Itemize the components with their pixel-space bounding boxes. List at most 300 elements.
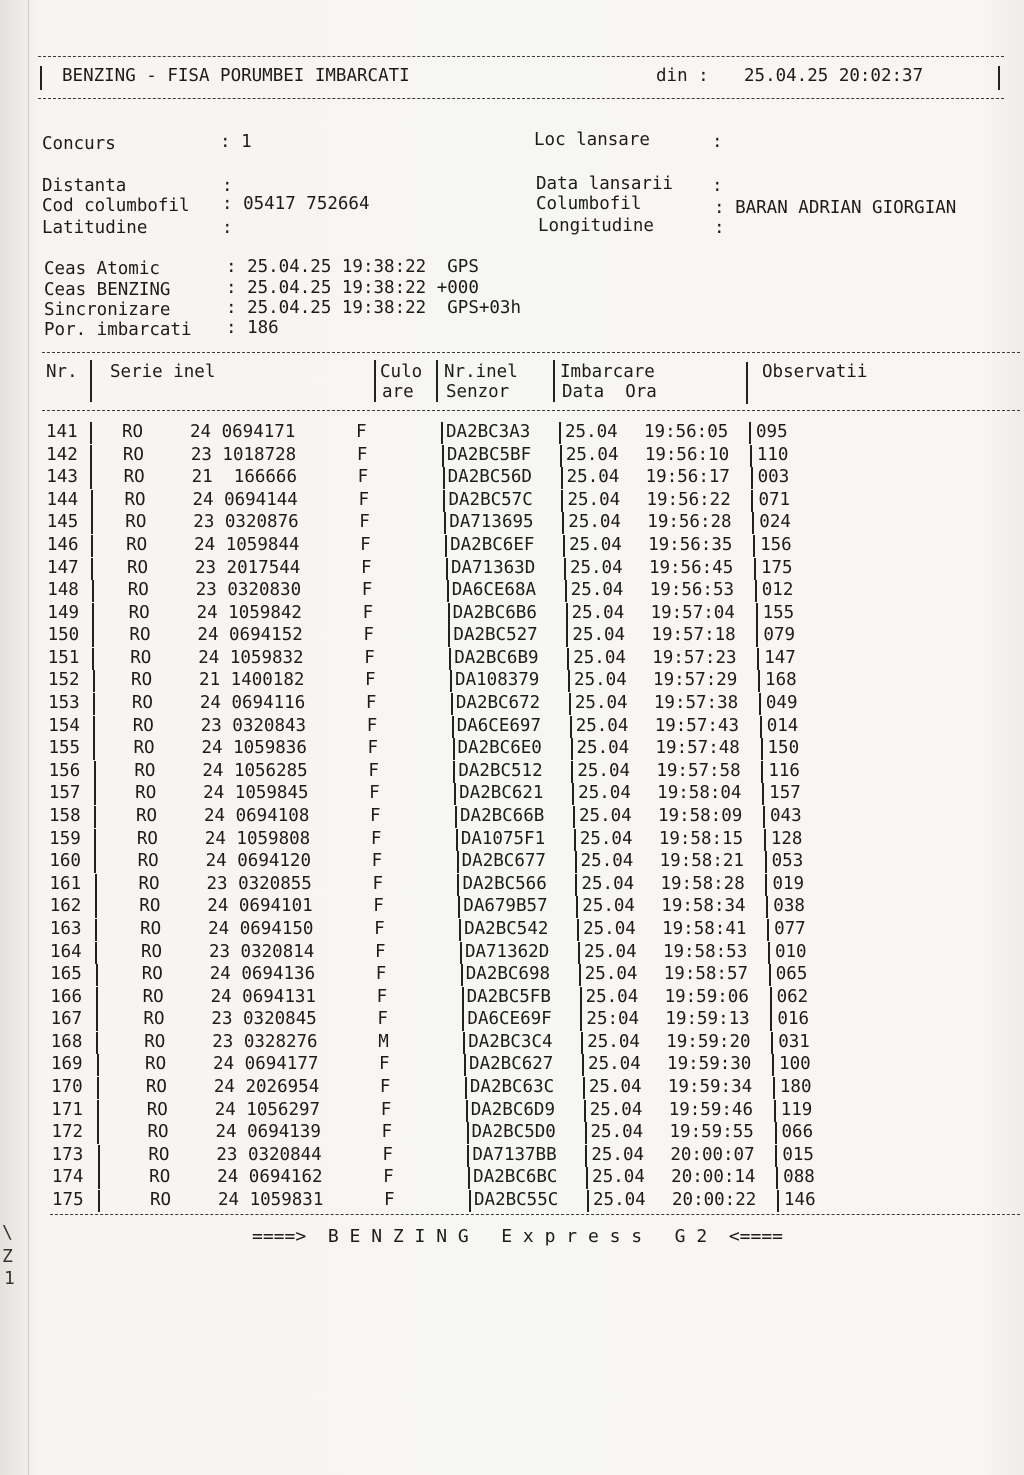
cell-obs: 010 [774,941,807,962]
row-sep-obs [757,648,759,670]
row-sep-obs [768,942,770,964]
cell-obs: 119 [780,1099,813,1120]
cell-sensor: DA2BC5D0 [471,1122,556,1143]
cell-obs: 016 [777,1009,810,1030]
cell-nr: 150 [47,625,80,646]
row-sep-obs [753,535,755,557]
row-sep-sensor [465,1077,467,1099]
cell-color: F [369,783,380,804]
cell-sensor: DA2BC621 [459,783,544,804]
row-sep-sensor [449,648,451,670]
cell-obs: 043 [770,806,802,826]
cell-color: F [370,828,382,849]
row-sep-obs [756,625,758,647]
cell-nr: 157 [48,783,81,804]
row-sep-sensor [462,987,464,1009]
cell-color: F [359,512,370,533]
cell-color: F [367,738,379,759]
cell-color: F [373,896,384,917]
cell-time: 19:56:17 [645,467,730,488]
cell-time: 19:58:21 [659,851,744,872]
cell-sensor: DA2BC698 [465,964,551,985]
table-row [0,1124,1024,1146]
cell-nr: 141 [46,422,78,442]
row-sep-obs [751,467,753,489]
cell-ring-country: RO [132,715,154,736]
col-header-nr: Nr. [46,362,78,382]
cell-time: 20:00:14 [671,1167,756,1188]
cell-nr: 148 [47,580,79,601]
row-sep-sensor [455,806,457,828]
table-top-rule [42,352,1020,353]
cell-time: 19:58:04 [657,783,742,804]
cell-obs: 157 [769,783,801,804]
cell-time: 19:56:05 [644,422,729,442]
row-sep-sensor [466,1100,468,1122]
cell-obs: 155 [762,602,795,623]
row-sep-date [566,625,568,647]
table-row [0,424,1024,446]
por-imbarcati-label: Por. imbarcati [44,320,192,340]
row-sep-date [581,1032,583,1054]
cell-sensor: DA71363D [450,557,536,578]
cell-color: F [375,964,387,985]
cell-nr: 146 [46,534,79,555]
row-sep-nr [97,1100,99,1122]
cell-ring-series: 24 0694139 [215,1122,321,1143]
cell-ring-series: 23 0320814 [208,941,315,962]
row-sep-date [572,783,574,805]
cell-ring-series: 24 1059832 [198,647,304,668]
cell-obs: 088 [783,1167,815,1188]
table-row [0,898,1024,920]
row-sep-obs [777,1190,779,1212]
cell-time: 19:57:48 [655,738,740,759]
col-header-nrinel-1: Nr.inel [444,362,518,382]
cell-nr: 168 [50,1031,83,1052]
cell-color: F [379,1054,390,1075]
row-sep-sensor [453,738,455,760]
row-sep-obs [752,512,754,534]
table-row [0,647,1024,672]
row-sep-date [564,558,566,580]
cell-time: 19:56:28 [647,512,732,533]
report-title: BENZING - FISA PORUMBEI IMBARCATI [62,66,410,86]
row-sep-obs [765,874,767,896]
cell-ring-series: 24 1059836 [201,738,307,759]
cell-date: 25.04 [591,1144,645,1165]
cell-color: F [376,986,388,1007]
loc-lansare-label: Loc lansare [534,130,650,150]
cell-ring-country: RO [129,625,151,646]
row-sep-obs [769,964,771,986]
cell-nr: 142 [46,444,78,465]
cell-obs: 100 [779,1054,811,1075]
cell-ring-country: RO [127,580,149,601]
cell-date: 25.04 [565,422,618,442]
row-sep-nr [92,580,94,602]
cell-date: 25:04 [586,1009,640,1030]
row-sep-date [580,987,582,1009]
table-row [0,740,1024,762]
row-sep-sensor [445,535,447,557]
row-sep-date [577,919,579,941]
cell-time: 19:58:57 [663,964,749,985]
row-sep-date [585,1122,587,1144]
header-top-rule [38,56,1004,57]
cell-color: F [356,444,368,465]
cell-color: F [374,918,385,939]
row-sep-nr [91,512,93,534]
cell-ring-country: RO [125,512,147,533]
cell-time: 19:57:43 [654,715,739,736]
cell-nr: 165 [50,964,82,985]
cell-sensor: DA1075F1 [460,828,546,849]
cell-time: 19:56:53 [649,580,735,601]
row-sep-sensor [469,1190,471,1212]
cell-date: 25.04 [574,693,628,714]
cell-color: F [371,851,383,872]
row-sep-sensor [468,1167,470,1189]
row-sep-nr [93,738,95,760]
cell-nr: 169 [50,1054,83,1075]
cell-date: 25.04 [576,738,630,759]
row-sep-date [559,422,561,444]
cell-ring-series: 23 0320844 [216,1144,322,1165]
table-row [0,602,1024,627]
cell-ring-country: RO [141,964,163,985]
cell-date: 25.04 [569,534,622,555]
cell-ring-country: RO [145,1054,167,1075]
latitudine-label: Latitudine [42,218,148,238]
row-sep-date [576,896,578,918]
cell-nr: 158 [49,806,81,826]
cell-nr: 174 [51,1167,84,1188]
cell-ring-country: RO [122,444,144,465]
cell-sensor: DA2BC6EF [450,534,535,555]
cell-sensor: DA2BC66B [460,806,545,826]
concurs-value: : 1 [220,132,252,152]
row-sep-date [574,829,576,851]
cell-sensor: DA2BC3A3 [446,422,531,442]
row-sep-nr [95,896,97,918]
cell-ring-country: RO [137,851,159,872]
cell-ring-series: 24 1059845 [203,783,309,804]
cell-date: 25.04 [574,670,627,691]
cell-nr: 145 [46,512,79,533]
row-sep-date [567,648,569,670]
row-sep-obs [751,490,753,512]
row-sep-date [580,1009,582,1031]
row-sep-sensor [444,512,446,534]
cell-sensor: DA2BC6BC [473,1167,558,1188]
cell-time: 19:59:46 [668,1099,753,1120]
col-sep-imbarcare [746,362,748,404]
row-sep-sensor [448,625,450,647]
row-sep-obs [761,738,763,760]
cell-nr: 167 [50,1009,83,1030]
row-sep-sensor [461,964,463,986]
row-sep-date [566,603,568,625]
cell-sensor: DA6CE69F [467,1009,552,1030]
cell-obs: 156 [760,534,792,555]
cell-ring-country: RO [136,806,158,826]
cell-ring-country: RO [124,489,146,510]
cell-ring-series: 24 0694136 [209,964,316,985]
row-sep-obs [770,987,772,1009]
distanta-label: Distanta [42,176,127,196]
cell-obs: 024 [759,512,791,533]
latitudine-value: : [222,218,233,238]
cell-date: 25.04 [583,918,636,939]
row-sep-date [573,806,575,828]
row-sep-sensor [467,1145,469,1167]
cell-obs: 066 [781,1122,814,1143]
cell-color: F [356,422,367,442]
cell-color: M [378,1031,389,1052]
cell-date: 25.04 [581,873,635,894]
cell-sensor: DA2BC627 [469,1054,554,1075]
cell-time: 19:59:34 [667,1077,753,1098]
sincronizare-label: Sincronizare [44,300,171,320]
table-row [0,918,1024,943]
cell-nr: 151 [47,647,80,668]
row-sep-sensor [460,942,462,964]
cell-time: 20:00:07 [670,1144,755,1165]
cell-sensor: DA713695 [449,512,534,533]
cell-ring-country: RO [134,760,156,781]
cell-date: 25.04 [566,467,620,488]
header-bottom-rule [38,98,1004,99]
row-sep-sensor [446,558,448,580]
row-sep-date [583,1077,585,1099]
row-sep-nr [93,670,95,692]
row-sep-obs [755,580,757,602]
row-sep-sensor [447,580,449,602]
row-sep-sensor [443,490,445,512]
row-sep-sensor [442,445,444,467]
cell-ring-series: 24 1059842 [196,602,302,623]
cell-time: 19:57:58 [656,760,741,781]
cell-color: F [381,1122,393,1143]
loc-lansare-value: : [712,132,723,152]
row-sep-date [571,761,573,783]
row-sep-obs [758,670,760,692]
table-row [0,534,1024,559]
cell-ring-series: 21 1400182 [199,670,305,691]
cell-obs: 150 [767,738,800,759]
row-sep-nr [90,445,92,467]
cell-color: F [365,670,376,691]
cell-color: F [360,557,372,578]
cell-obs: 019 [772,873,805,894]
cell-obs: 079 [763,625,796,646]
cell-obs: 053 [771,851,804,872]
concurs-label: Concurs [42,134,116,154]
cell-ring-country: RO [144,1031,166,1052]
cell-date: 25.04 [577,760,631,781]
row-sep-obs [761,761,763,783]
cell-date: 25.04 [588,1077,642,1098]
row-sep-obs [760,716,762,738]
cell-obs: 077 [774,918,806,939]
cell-time: 19:56:22 [646,489,731,510]
cell-obs: 012 [761,580,794,601]
ceas-benzing-value: : 25.04.25 19:38:22 +000 [226,278,479,298]
table-bottom-rule [50,1214,1020,1215]
cell-date: 25.04 [592,1167,645,1188]
row-sep-date [562,512,564,534]
row-sep-nr [92,648,94,670]
cell-ring-series: 24 0694171 [190,422,296,442]
footer-brand: ====> B E N Z I N G E x p r e s s G 2 <==== [252,1226,784,1247]
longitudine-value: : [714,218,725,238]
cell-obs: 014 [766,715,799,736]
cell-obs: 095 [756,422,788,442]
cell-time: 19:58:09 [658,806,743,826]
cell-date: 25.04 [588,1054,641,1075]
cell-ring-series: 23 0320855 [206,873,312,894]
cell-nr: 144 [46,489,79,510]
cell-date: 25.04 [570,580,624,601]
cell-color: F [358,489,370,510]
col-sep-culoare [436,360,438,402]
cell-sensor: DA2BC542 [464,918,549,939]
table-row [0,1099,1024,1124]
cell-nr: 149 [47,602,80,623]
row-sep-obs [775,1122,777,1144]
row-sep-sensor [464,1054,466,1076]
cell-time: 19:58:15 [658,828,744,849]
row-sep-sensor [462,1009,464,1031]
row-sep-date [563,535,565,557]
cell-date: 25.04 [572,625,626,646]
row-sep-date [561,490,563,512]
data-lansarii-value: : [712,176,723,196]
cell-obs: 062 [776,986,809,1007]
cell-ring-series: 24 0694120 [205,851,311,872]
row-sep-nr [93,693,95,715]
col-sep-nrinel [553,360,555,402]
cell-ring-series: 24 0694108 [204,806,310,826]
cell-time: 19:58:53 [662,941,748,962]
cell-sensor: DA108379 [455,670,540,691]
row-sep-sensor [443,467,445,489]
row-sep-nr [91,558,93,580]
cell-sensor: DA71362D [464,941,550,962]
cell-date: 25.04 [579,828,633,849]
cell-sensor: DA2BC5FB [466,986,551,1007]
row-sep-date [586,1167,588,1189]
cell-date: 25.04 [584,964,638,985]
cell-sensor: DA2BC5BF [446,444,532,465]
row-sep-obs [764,829,766,851]
cell-nr: 175 [52,1190,84,1210]
table-row [0,966,1024,988]
cell-ring-country: RO [147,1122,169,1143]
cell-ring-country: RO [130,647,152,668]
row-sep-nr [95,874,97,896]
table-row [0,785,1024,807]
cell-date: 25.04 [587,1031,640,1052]
row-sep-obs [767,919,769,941]
cell-ring-series: 24 0694131 [210,986,316,1007]
cod-columbofil-label: Cod columbofil [42,196,190,216]
cell-nr: 161 [49,873,82,894]
row-sep-date [579,964,581,986]
cell-sensor: DA2BC512 [458,760,543,781]
cell-sensor: DA2BC677 [461,851,546,872]
row-sep-nr [92,603,94,625]
cell-color: F [368,760,379,781]
row-sep-obs [776,1167,778,1189]
cell-color: F [357,467,369,488]
cell-ring-series: 24 1059844 [194,534,300,555]
cell-color: F [374,941,386,962]
table-row [0,557,1024,582]
cell-color: F [372,873,384,894]
cell-ring-series: 23 0320830 [195,580,302,601]
table-row [0,828,1024,853]
row-sep-sensor [467,1122,469,1144]
cell-sensor: DA2BC6B6 [452,602,537,623]
cell-ring-series: 23 0328276 [212,1031,318,1052]
row-sep-nr [96,1009,98,1031]
cell-sensor: DA2BC3C4 [468,1031,553,1052]
row-sep-nr [90,422,92,444]
cell-nr: 156 [48,760,81,781]
row-sep-nr [97,1077,99,1099]
cell-sensor: DA6CE68A [451,580,537,601]
row-sep-sensor [450,670,452,692]
cell-color: F [362,602,374,623]
table-row [0,1192,1024,1214]
table-row [0,715,1024,740]
table-row [0,1079,1024,1101]
cell-date: 25.04 [593,1190,646,1210]
cell-nr: 152 [47,670,80,691]
cell-color: F [365,693,377,714]
cell-sensor: DA6CE697 [456,715,541,736]
cell-date: 25.04 [578,783,631,804]
col-header-imbarcare-1: Imbarcare [560,362,655,382]
cell-color: F [382,1144,393,1165]
cell-date: 25.04 [579,806,632,826]
cell-ring-series: 24 0694101 [207,896,313,917]
col-header-nrinel-2: Senzor [446,382,510,402]
cell-ring-country: RO [143,1009,165,1030]
din-value: 25.04.25 20:02:37 [744,66,924,86]
cell-date: 25.04 [583,941,637,962]
row-sep-date [578,942,580,964]
cell-nr: 147 [47,557,79,578]
col-header-imbarcare-2: Data Ora [562,382,657,402]
table-row [0,582,1024,604]
margin-mark-3: 1 [4,1268,15,1289]
cell-nr: 164 [50,941,82,962]
row-sep-nr [98,1190,100,1212]
row-sep-nr [96,987,98,1009]
header-right-bar [998,66,1000,90]
table-row [0,1011,1024,1033]
cell-ring-series: 24 0694162 [217,1167,323,1188]
cell-ring-series: 24 0694144 [192,489,298,510]
cell-sensor: DA2BC56D [447,467,532,488]
cell-ring-country: RO [150,1190,172,1210]
cell-nr: 172 [51,1122,84,1143]
cell-ring-series: 24 1056297 [214,1099,321,1120]
cell-ring-country: RO [146,1099,168,1120]
